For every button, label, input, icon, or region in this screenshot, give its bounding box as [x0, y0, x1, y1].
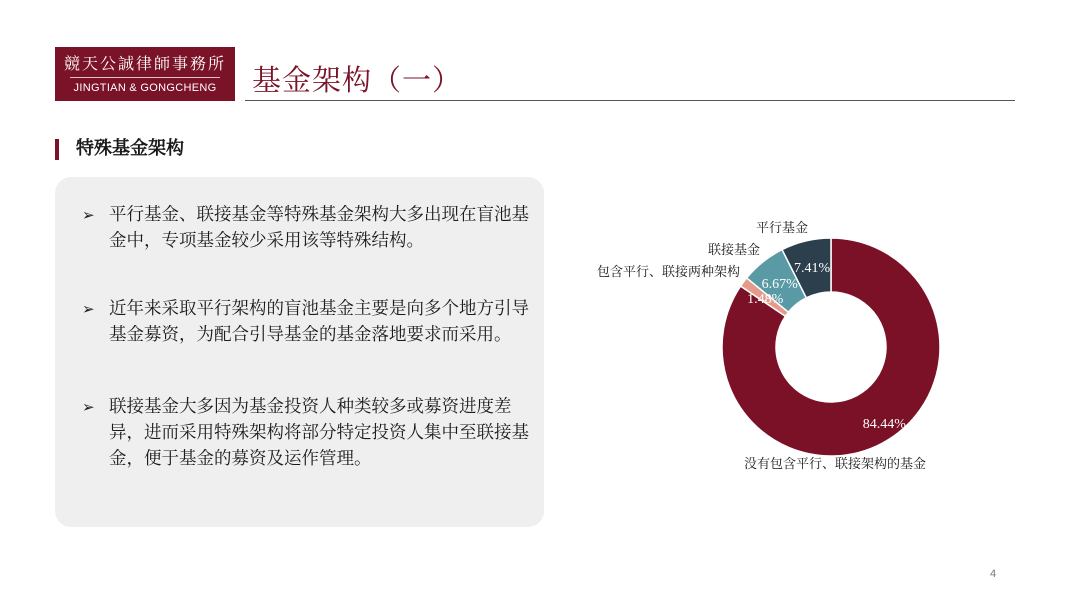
logo-english-name: JINGTIAN & GONGCHENG [73, 82, 217, 94]
arrow-bullet-icon: ➢ [82, 300, 95, 318]
slice-category-label: 平行基金 [755, 221, 809, 236]
bullet-text: 近年来采取平行架构的盲池基金主要是向多个地方引导基金募资，为配合引导基金的基金落地要求而采用。 [109, 299, 529, 345]
firm-logo [55, 47, 235, 101]
slice-category-label: 包含平行、联接两种架构 [596, 265, 740, 280]
logo-chinese-name: 競天公誠律師事務所 [63, 54, 226, 73]
bullet-item [82, 296, 532, 348]
section-title: 特殊基金架构 [76, 138, 184, 159]
fund-structure-donut-chart [560, 200, 980, 490]
slice-value-label: 7.41% [793, 261, 831, 277]
slice-value-label: 1.48% [747, 292, 784, 308]
logo-divider [70, 77, 220, 78]
bullet-text: 联接基金大多因为基金投资人种类较多或募资进度差异，进而采用特殊架构将部分特定投资人集中至联接基金，便于基金的募资及运作管理。 [109, 397, 529, 469]
title-underline [245, 100, 1015, 101]
slice-value-label: 84.44% [862, 417, 906, 433]
bullet-item [82, 202, 532, 254]
page-number: 4 [990, 568, 997, 580]
bullet-item [82, 394, 532, 472]
slice-value-label: 6.67% [761, 276, 798, 292]
bullet-text: 平行基金、联接基金等特殊基金架构大多出现在盲池基金中，专项基金较少采用该等特殊结构。 [109, 205, 529, 251]
slice-category-label: 没有包含平行、联接架构的基金 [743, 457, 927, 472]
section-accent-bar [55, 139, 59, 160]
slice-category-label: 联接基金 [707, 243, 760, 258]
arrow-bullet-icon: ➢ [82, 206, 95, 224]
slide-title: 基金架构（一） [252, 63, 463, 97]
arrow-bullet-icon: ➢ [82, 398, 95, 416]
